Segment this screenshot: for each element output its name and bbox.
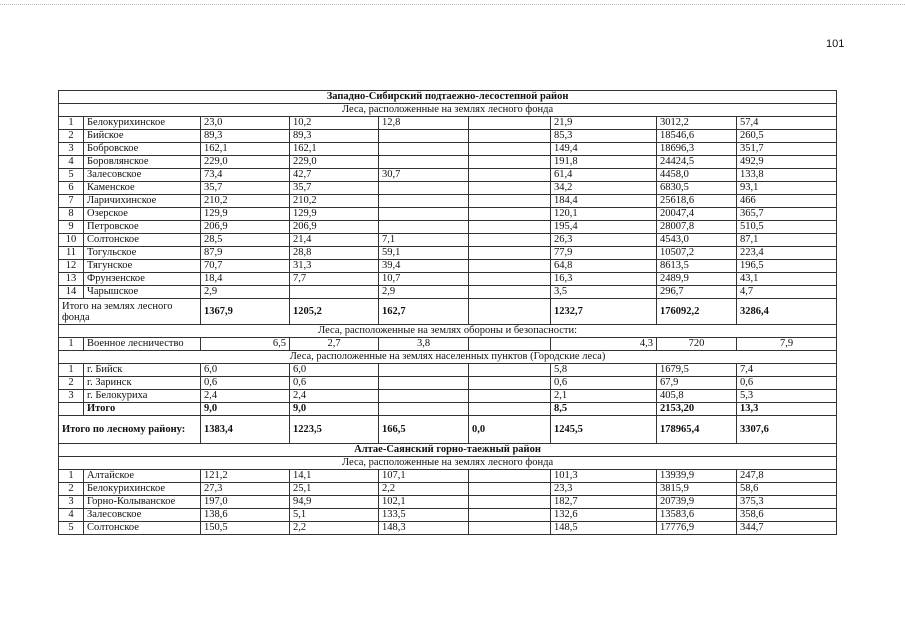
table-cell: 64,8 xyxy=(551,260,657,273)
table-cell: 13939,9 xyxy=(657,470,737,483)
table-row xyxy=(59,208,837,221)
table-cell: 101,3 xyxy=(551,470,657,483)
table-cell xyxy=(469,195,551,208)
table-cell: 2489,9 xyxy=(657,273,737,286)
table-cell: 5,1 xyxy=(290,509,379,522)
table-cell: 24424,5 xyxy=(657,156,737,169)
row-name: г. Заринск xyxy=(84,377,201,390)
table-cell: 23,3 xyxy=(551,483,657,496)
table-cell: 85,3 xyxy=(551,130,657,143)
row-number: 3 xyxy=(59,390,84,403)
table-cell: 58,6 xyxy=(737,483,837,496)
table-cell: 2,7 xyxy=(290,338,379,351)
table-cell xyxy=(469,130,551,143)
table-cell: 2,4 xyxy=(290,390,379,403)
row-number: 13 xyxy=(59,273,84,286)
row-name: Залесовское xyxy=(84,509,201,522)
table-cell: 35,7 xyxy=(290,182,379,195)
table-cell xyxy=(379,221,469,234)
table-cell xyxy=(469,286,551,299)
table-cell: 8613,5 xyxy=(657,260,737,273)
table-cell: 10,2 xyxy=(290,117,379,130)
table-cell xyxy=(469,522,551,535)
table-cell xyxy=(469,117,551,130)
table-cell: 150,5 xyxy=(201,522,290,535)
table-row xyxy=(59,496,837,509)
page-number: 101 xyxy=(826,38,845,50)
table-cell: 6,5 xyxy=(201,338,290,351)
table-cell xyxy=(469,377,551,390)
table-cell: 31,3 xyxy=(290,260,379,273)
row-name: Белокурихинское xyxy=(84,483,201,496)
table-cell: 7,9 xyxy=(737,338,837,351)
total-cell xyxy=(379,403,469,416)
table-row xyxy=(59,195,837,208)
table-cell xyxy=(469,496,551,509)
table-cell: 296,7 xyxy=(657,286,737,299)
table-cell xyxy=(379,377,469,390)
table-cell: 10,7 xyxy=(379,273,469,286)
table-cell xyxy=(469,208,551,221)
table-cell: 138,6 xyxy=(201,509,290,522)
table-cell xyxy=(379,130,469,143)
table-row xyxy=(59,169,837,182)
table-cell: 94,9 xyxy=(290,496,379,509)
table-row xyxy=(59,260,837,273)
table-cell xyxy=(469,364,551,377)
table-cell: 17776,9 xyxy=(657,522,737,535)
table-cell: 70,7 xyxy=(201,260,290,273)
table-cell: 2,4 xyxy=(201,390,290,403)
table-cell: 26,3 xyxy=(551,234,657,247)
row-number: 14 xyxy=(59,286,84,299)
table-cell: 61,4 xyxy=(551,169,657,182)
table-cell xyxy=(379,195,469,208)
table-cell: 3,8 xyxy=(379,338,469,351)
table-cell: 197,0 xyxy=(201,496,290,509)
table-cell: 21,4 xyxy=(290,234,379,247)
subheader-city-forests-text: Леса, расположенные на землях населенных пунктов (Городские леса) xyxy=(59,351,837,364)
table-cell: 182,7 xyxy=(551,496,657,509)
row-number: 9 xyxy=(59,221,84,234)
total-cell: 162,7 xyxy=(379,299,469,325)
table-cell: 7,7 xyxy=(290,273,379,286)
table-cell xyxy=(469,273,551,286)
row-name: Фрунзенское xyxy=(84,273,201,286)
row-number: 1 xyxy=(59,364,84,377)
table-cell xyxy=(379,364,469,377)
table-cell: 365,7 xyxy=(737,208,837,221)
table-cell: 247,8 xyxy=(737,470,837,483)
row-name: Горно-Колыванское xyxy=(84,496,201,509)
table-cell: 89,3 xyxy=(290,130,379,143)
table-cell: 14,1 xyxy=(290,470,379,483)
table-cell: 121,2 xyxy=(201,470,290,483)
table-cell xyxy=(379,182,469,195)
row-number: 4 xyxy=(59,156,84,169)
table-row xyxy=(59,522,837,535)
row-number: 4 xyxy=(59,509,84,522)
row-number: 3 xyxy=(59,496,84,509)
table-cell: 466 xyxy=(737,195,837,208)
table-body xyxy=(59,91,837,535)
table-cell: 87,1 xyxy=(737,234,837,247)
row-name: Залесовское xyxy=(84,169,201,182)
total-cell: 1232,7 xyxy=(551,299,657,325)
table-cell xyxy=(469,221,551,234)
table-row xyxy=(59,247,837,260)
table-cell: 6,0 xyxy=(290,364,379,377)
forest-data-table xyxy=(58,90,837,535)
total-cell: 3307,6 xyxy=(737,416,837,444)
table-cell: 223,4 xyxy=(737,247,837,260)
total-cell xyxy=(469,403,551,416)
row-number: 10 xyxy=(59,234,84,247)
subheader-city-forests xyxy=(59,351,837,364)
row-name: Солтонское xyxy=(84,522,201,535)
table-cell: 4543,0 xyxy=(657,234,737,247)
row-name: Ларичихинское xyxy=(84,195,201,208)
row-number: 5 xyxy=(59,522,84,535)
row-name: Военное лесничество xyxy=(84,338,201,351)
table-cell xyxy=(469,509,551,522)
table-cell: 3815,9 xyxy=(657,483,737,496)
table-cell: 3012,2 xyxy=(657,117,737,130)
table-cell: 28,8 xyxy=(290,247,379,260)
table-cell: 492,9 xyxy=(737,156,837,169)
table-cell: 149,4 xyxy=(551,143,657,156)
table-cell: 12,8 xyxy=(379,117,469,130)
total-cell xyxy=(469,299,551,325)
total-cell: 8,5 xyxy=(551,403,657,416)
total-cell: 1223,5 xyxy=(290,416,379,444)
subheader-forest-fund-2-text: Леса, расположенные на землях лесного фонда xyxy=(59,457,837,470)
table-cell: 57,4 xyxy=(737,117,837,130)
row-name: Тогульское xyxy=(84,247,201,260)
table-cell: 43,1 xyxy=(737,273,837,286)
table-cell xyxy=(469,470,551,483)
total-cell: 178965,4 xyxy=(657,416,737,444)
table-cell: 107,1 xyxy=(379,470,469,483)
table-row xyxy=(59,470,837,483)
table-cell: 30,7 xyxy=(379,169,469,182)
total-row-forest-fund xyxy=(59,299,837,325)
total-cell: 9,0 xyxy=(290,403,379,416)
table-row xyxy=(59,117,837,130)
table-cell: 1679,5 xyxy=(657,364,737,377)
table-cell: 6830,5 xyxy=(657,182,737,195)
table-cell: 129,9 xyxy=(290,208,379,221)
table-row xyxy=(59,182,837,195)
subheader-forest-fund xyxy=(59,104,837,117)
table-cell: 0,6 xyxy=(737,377,837,390)
table-cell: 4,7 xyxy=(737,286,837,299)
table-cell xyxy=(290,286,379,299)
table-cell: 2,1 xyxy=(551,390,657,403)
table-cell xyxy=(469,143,551,156)
table-cell xyxy=(379,156,469,169)
table-cell: 18546,6 xyxy=(657,130,737,143)
table-cell: 0,6 xyxy=(551,377,657,390)
table-cell: 375,3 xyxy=(737,496,837,509)
table-cell xyxy=(469,234,551,247)
total-cell: 176092,2 xyxy=(657,299,737,325)
table-cell: 16,3 xyxy=(551,273,657,286)
row-name: Боровлянское xyxy=(84,156,201,169)
row-name: Петровское xyxy=(84,221,201,234)
table-cell: 25,1 xyxy=(290,483,379,496)
region-title-west-siberian-text: Западно-Сибирский подтаежно-лесостепной район xyxy=(59,91,837,104)
total-cell: 166,5 xyxy=(379,416,469,444)
table-cell xyxy=(469,182,551,195)
total-cell: 2153,20 xyxy=(657,403,737,416)
row-number: 2 xyxy=(59,483,84,496)
row-number: 8 xyxy=(59,208,84,221)
table-cell: 7,4 xyxy=(737,364,837,377)
table-row xyxy=(59,221,837,234)
total-cell: 1205,2 xyxy=(290,299,379,325)
table-row xyxy=(59,156,837,169)
row-name: Тягунское xyxy=(84,260,201,273)
table-cell: 28,5 xyxy=(201,234,290,247)
row-number xyxy=(59,403,84,416)
row-name: г. Белокуриха xyxy=(84,390,201,403)
total-row-region xyxy=(59,416,837,444)
table-row xyxy=(59,377,837,390)
table-cell: 129,9 xyxy=(201,208,290,221)
table-cell: 133,8 xyxy=(737,169,837,182)
row-name: Солтонское xyxy=(84,234,201,247)
table-cell: 67,9 xyxy=(657,377,737,390)
row-number: 2 xyxy=(59,377,84,390)
table-cell: 0,6 xyxy=(290,377,379,390)
total-label: Итого xyxy=(84,403,201,416)
table-cell xyxy=(469,156,551,169)
row-number: 6 xyxy=(59,182,84,195)
table-cell xyxy=(469,338,551,351)
table-cell: 5,3 xyxy=(737,390,837,403)
table-cell: 5,8 xyxy=(551,364,657,377)
subheader-defense-lands xyxy=(59,325,837,338)
table-cell: 210,2 xyxy=(201,195,290,208)
table-cell: 27,3 xyxy=(201,483,290,496)
row-number: 1 xyxy=(59,470,84,483)
row-number: 5 xyxy=(59,169,84,182)
table-row xyxy=(59,234,837,247)
row-number: 12 xyxy=(59,260,84,273)
total-cell: 3286,4 xyxy=(737,299,837,325)
table-cell xyxy=(469,390,551,403)
table-cell: 358,6 xyxy=(737,509,837,522)
region-title-west-siberian xyxy=(59,91,837,104)
table-cell: 21,9 xyxy=(551,117,657,130)
table-cell xyxy=(469,483,551,496)
subheader-forest-fund-text: Леса, расположенные на землях лесного фонда xyxy=(59,104,837,117)
table-cell: 87,9 xyxy=(201,247,290,260)
table-cell: 42,7 xyxy=(290,169,379,182)
row-number: 11 xyxy=(59,247,84,260)
table-cell: 77,9 xyxy=(551,247,657,260)
table-cell: 10507,2 xyxy=(657,247,737,260)
total-label: Итого на землях лесного фонда xyxy=(59,299,201,325)
row-number: 3 xyxy=(59,143,84,156)
row-number: 1 xyxy=(59,117,84,130)
table-cell: 13583,6 xyxy=(657,509,737,522)
table-cell xyxy=(379,390,469,403)
subheader-forest-fund-2 xyxy=(59,457,837,470)
row-number: 1 xyxy=(59,338,84,351)
table-cell: 23,0 xyxy=(201,117,290,130)
table-cell: 6,0 xyxy=(201,364,290,377)
table-cell: 20739,9 xyxy=(657,496,737,509)
table-cell: 229,0 xyxy=(201,156,290,169)
row-name: Бийское xyxy=(84,130,201,143)
total-cell: 1245,5 xyxy=(551,416,657,444)
row-name: г. Бийск xyxy=(84,364,201,377)
table-cell: 3,5 xyxy=(551,286,657,299)
total-row-city xyxy=(59,403,837,416)
table-cell: 2,2 xyxy=(379,483,469,496)
table-cell: 405,8 xyxy=(657,390,737,403)
total-cell: 1367,9 xyxy=(201,299,290,325)
row-number: 2 xyxy=(59,130,84,143)
table-cell: 196,5 xyxy=(737,260,837,273)
table-cell: 162,1 xyxy=(290,143,379,156)
table-cell xyxy=(379,208,469,221)
table-cell: 89,3 xyxy=(201,130,290,143)
row-name: Алтайское xyxy=(84,470,201,483)
table-cell: 206,9 xyxy=(290,221,379,234)
table-cell: 210,2 xyxy=(290,195,379,208)
region-title-altai-sayan xyxy=(59,444,837,457)
table-cell: 132,6 xyxy=(551,509,657,522)
table-cell: 18,4 xyxy=(201,273,290,286)
table-cell: 2,2 xyxy=(290,522,379,535)
subheader-defense-lands-text: Леса, расположенные на землях обороны и безопасности: xyxy=(59,325,837,338)
row-name: Бобровское xyxy=(84,143,201,156)
table-row xyxy=(59,143,837,156)
table-cell: 102,1 xyxy=(379,496,469,509)
table-cell: 4458,0 xyxy=(657,169,737,182)
table-cell: 191,8 xyxy=(551,156,657,169)
table-cell: 20047,4 xyxy=(657,208,737,221)
table-cell: 351,7 xyxy=(737,143,837,156)
total-label: Итого по лесному району: xyxy=(59,416,201,444)
table-cell: 28007,8 xyxy=(657,221,737,234)
table-cell: 73,4 xyxy=(201,169,290,182)
table-cell: 39,4 xyxy=(379,260,469,273)
table-cell: 4,3 xyxy=(551,338,657,351)
table-cell: 35,7 xyxy=(201,182,290,195)
table-cell: 7,1 xyxy=(379,234,469,247)
total-cell: 9,0 xyxy=(201,403,290,416)
table-row xyxy=(59,364,837,377)
row-name: Каменское xyxy=(84,182,201,195)
table-cell xyxy=(469,247,551,260)
table-cell: 59,1 xyxy=(379,247,469,260)
table-cell: 18696,3 xyxy=(657,143,737,156)
row-name: Озерское xyxy=(84,208,201,221)
table-cell: 260,5 xyxy=(737,130,837,143)
table-cell: 148,3 xyxy=(379,522,469,535)
row-name: Чарышское xyxy=(84,286,201,299)
table-cell: 344,7 xyxy=(737,522,837,535)
table-cell xyxy=(379,143,469,156)
table-cell: 133,5 xyxy=(379,509,469,522)
table-cell: 0,6 xyxy=(201,377,290,390)
total-cell: 13,3 xyxy=(737,403,837,416)
table-cell: 148,5 xyxy=(551,522,657,535)
region-title-altai-sayan-text: Алтае-Саянский горно-таежный район xyxy=(59,444,837,457)
table-row xyxy=(59,483,837,496)
table-cell: 184,4 xyxy=(551,195,657,208)
table-row xyxy=(59,286,837,299)
table-row xyxy=(59,509,837,522)
table-cell: 195,4 xyxy=(551,221,657,234)
row-name: Белокурихинское xyxy=(84,117,201,130)
table-row xyxy=(59,390,837,403)
table-cell xyxy=(469,169,551,182)
table-cell: 162,1 xyxy=(201,143,290,156)
table-row xyxy=(59,338,837,351)
table-cell: 34,2 xyxy=(551,182,657,195)
total-cell: 1383,4 xyxy=(201,416,290,444)
table-cell: 206,9 xyxy=(201,221,290,234)
table-cell xyxy=(469,260,551,273)
table-row xyxy=(59,273,837,286)
table-cell: 25618,6 xyxy=(657,195,737,208)
top-dotted-line xyxy=(0,4,905,5)
table-row xyxy=(59,130,837,143)
row-number: 7 xyxy=(59,195,84,208)
table-cell: 120,1 xyxy=(551,208,657,221)
table-cell: 510,5 xyxy=(737,221,837,234)
table-cell: 2,9 xyxy=(379,286,469,299)
table-cell: 229,0 xyxy=(290,156,379,169)
total-cell: 0,0 xyxy=(469,416,551,444)
table-cell: 2,9 xyxy=(201,286,290,299)
table-cell: 93,1 xyxy=(737,182,837,195)
table-cell: 720 xyxy=(657,338,737,351)
